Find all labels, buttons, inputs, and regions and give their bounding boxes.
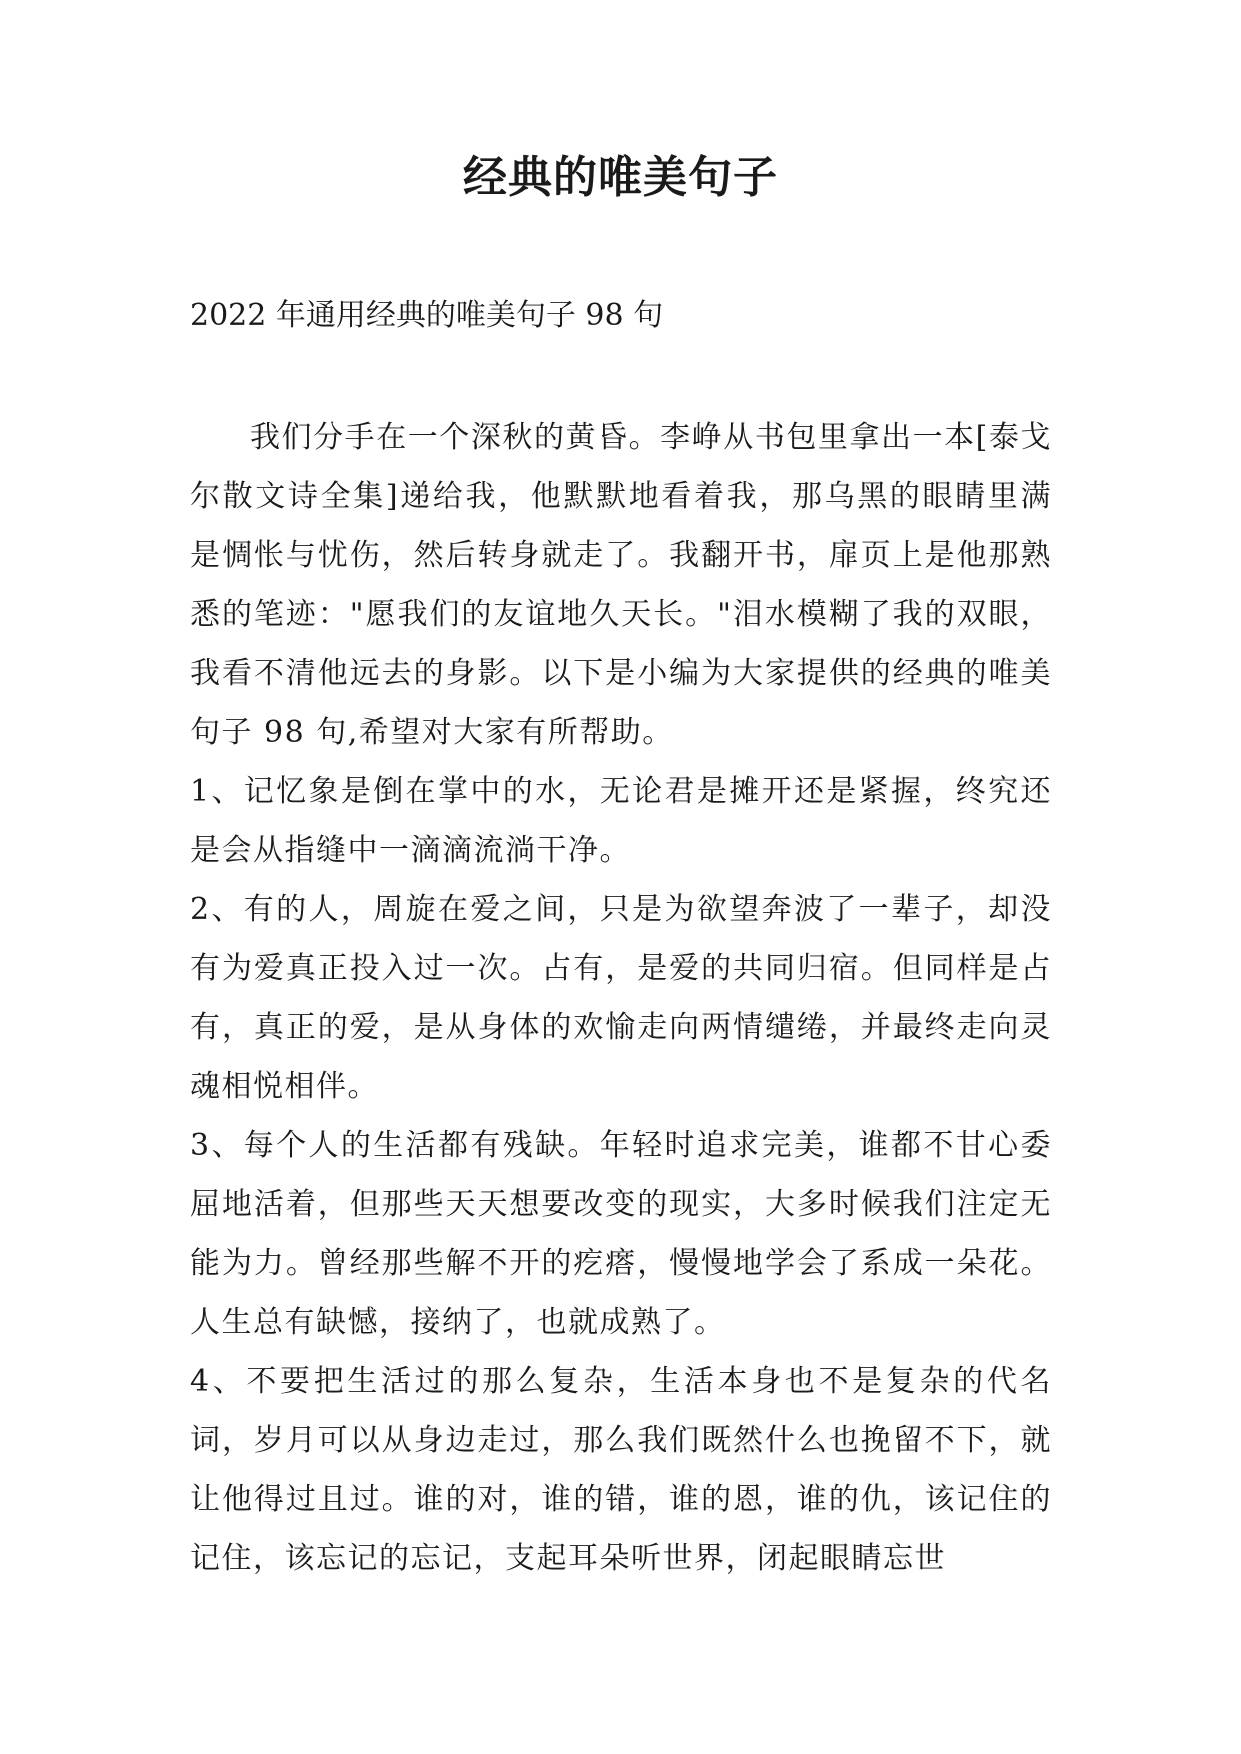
intro-paragraph: 我们分手在一个深秋的黄昏。李峥从书包里拿出一本[泰戈尔散文诗全集]递给我，他默默地看着我，那乌黑的眼睛里满是惆怅与忧伤，然后转身就走了。我翻开书，扉页上是他那熟悉的笔迹："愿我们的友谊地久天长。"泪水模糊了我的双眼，我看不清他远去的身影。以下是小编为大家提供的经典的唯美句子 98 句,希望对大家有所帮助。 [190, 420, 1052, 750]
sentence-paragraph: 2、有的人，周旋在爱之间，只是为欲望奔波了一辈子，却没有为爱真正投入过一次。占有，是爱的共同归宿。但同样是占有，真正的爱，是从身体的欢愉走向两情缱绻，并最终走向灵魂相悦相伴。 [190, 892, 1052, 1104]
sentence-paragraph: 1、记忆象是倒在掌中的水，无论君是摊开还是紧握，终究还是会从指缝中一滴滴流淌干净。 [190, 774, 1052, 868]
document-subtitle: 2022 年通用经典的唯美句子 98 句 [190, 298, 664, 333]
sentence-paragraph: 3、每个人的生活都有残缺。年轻时追求完美，谁都不甘心委屈地活着，但那些天天想要改变的现实，大多时候我们注定无能为力。曾经那些解不开的疙瘩，慢慢地学会了系成一朵花。人生总有缺憾，接纳了，也就成熟了。 [190, 1128, 1052, 1340]
document-title: 经典的唯美句子 [463, 152, 778, 203]
document-body [190, 408, 1052, 1588]
sentence-paragraph: 4、不要把生活过的那么复杂，生活本身也不是复杂的代名词，岁月可以从身边走过，那么我们既然什么也挽留不下，就让他得过且过。谁的对，谁的错，谁的恩，谁的仇，该记住的记住，该忘记的忘记，支起耳朵听世界，闭起眼睛忘世 [190, 1364, 1052, 1576]
